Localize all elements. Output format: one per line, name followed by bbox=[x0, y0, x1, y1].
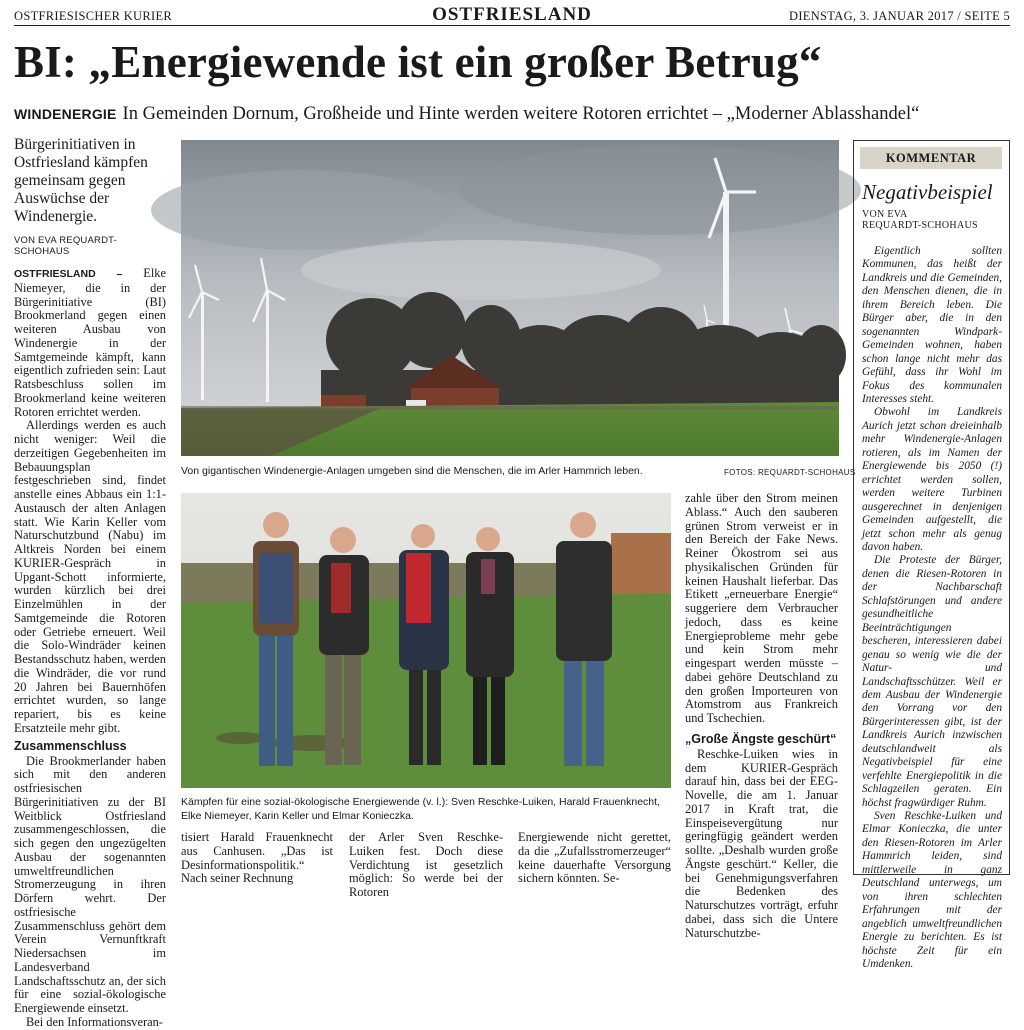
paragraph-mid-2: Reschke-Luiken wies in dem KURIER-Gespräch darauf hin, dass bei der EEG-Novelle, die am 1. Januar 2017 in Kraft trat, die Einspeisevergütung nur geringfügig geändert werden sollte. „Deshalb wurden große Ängste geschürt.“ Keller, die bei Genehmigungsverfahren die Bedenken des Naturschutzes vorträgt, erfuhr dabei, dass sich die Untere Naturschutzbe- bbox=[685, 746, 838, 940]
subheadline bbox=[14, 104, 919, 125]
kommentar-title: Negativbeispiel bbox=[862, 180, 993, 204]
column-2-bottom: tisiert Harald Frauenknecht aus Canhusen. „Das ist Desinformationspolitik.“ Nach seiner Rechnung bbox=[181, 830, 333, 886]
paragraph-4: Bei den Informationsveran- bbox=[26, 1014, 163, 1029]
middle-column bbox=[685, 492, 838, 940]
photo2-caption: Kämpfen für eine sozial-ökologische Energiewende (v. l.): Sven Reschke-Luiken, Harald Frauenknecht, Elke Niemeyer, Karin Keller und Elmar Konieczka. bbox=[181, 796, 660, 822]
photo1-caption: Von gigantischen Windenergie-Anlagen umgeben sind die Menschen, die im Arler Hammrich leben. bbox=[181, 465, 643, 477]
paragraph-mid-1: zahle über den Strom meinen Ablass.“ Auch den sauberen grünen Strom verweist er in den Bereich der Fake News. Reiner Ökostrom sei aus physikalischen Gründen für keinen Haushalt lieferbar. Das Etikett „erneuerbare Energie“ suggeriere dem Verbraucher jedoch, dass es keine Energieprobleme mehr gebe und kein Strom mehr eingespart werden müsste – dabei gehöre Deutschland zu den großen Importeuren von Atomstrom aus Frankreich und Tschechien. bbox=[685, 491, 838, 725]
subhead-zusammenschluss: Zusammenschluss bbox=[14, 738, 127, 753]
kicker: WINDENERGIE bbox=[14, 106, 117, 122]
kommentar-text bbox=[862, 245, 1002, 971]
photo-wind-turbines bbox=[181, 140, 839, 456]
kommentar-byline: VON EVA REQUARDT-SCHOHAUS bbox=[862, 209, 978, 231]
section-title: OSTFRIESLAND bbox=[432, 4, 592, 25]
header-rule bbox=[14, 25, 1010, 26]
paragraph-1: OSTFRIESLAND – Elke Niemeyer, die in der Bürgerinitiative (BI) Brookmerland gegen einen weiteren Ausbau von Windenergie in der Samtgemeinde kämpft, kann eigentlich zufrieden sein: Laut Ratsbeschluss sollen im Brookmerland keine weiteren Rotoren errichtet werden. bbox=[14, 266, 166, 419]
photo-group bbox=[181, 493, 671, 788]
article-lead: Bürgerinitiativen in Ostfriesland kämpfen gemeinsam gegen Auswüchse der Windenergie. bbox=[14, 136, 148, 225]
subheadline-text: In Gemeinden Dornum, Großheide und Hinte werden weitere Rotoren errichtet – „Moderner Ablasshandel“ bbox=[122, 104, 920, 124]
kommentar-paragraph-1: Eigentlich sollten Kommunen, das heißt der Landkreis und die Gemeinden, den Menschen dienen, die in ihrem Bereich leben. Die Bürger aber, die in den sogenannten Windpark-Gemeinden wohnen, haben schon lange nicht mehr das Gefühl, dass ihr Wohl im Fokus des kommunalen Interesses steht. bbox=[862, 245, 1002, 405]
byline: VON EVA REQUARDT-SCHOHAUS bbox=[14, 235, 117, 257]
newspaper-name: OSTFRIESISCHER KURIER bbox=[14, 9, 173, 23]
date-page: DIENSTAG, 3. JANUAR 2017 / SEITE 5 bbox=[789, 9, 1010, 23]
column-3-bottom: der Arler Sven Reschke-Luiken fest. Doch diese Verdichtung ist gesetzlich möglich: So werde bei der Rotoren bbox=[349, 830, 503, 899]
left-column bbox=[14, 136, 166, 1030]
subhead-aengste: „Große Ängste geschürt“ bbox=[685, 731, 837, 746]
kommentar-paragraph-3: Die Proteste der Bürger, denen die Riesen-Rotoren in der Nachbarschaft Schlafstörungen und andere gesundheitliche Beeinträchtigungen bescheren, interessieren dabei genau so wenig wie die der Natur- und Landschaftsschützer. Weil er dem Ausbau der Windenergie den Vorrang vor den Bürgerinteressen gibt, ist der Landkreis Aurich inzwischen deutschlandweit als Negativbeispiel für eine verfehlte Energiepolitik in die Schlagzeilen geraten. Ein höchst fragwürdiger Ruhm. bbox=[862, 554, 1002, 809]
dateline: OSTFRIESLAND – bbox=[14, 268, 123, 280]
kommentar-paragraph-2: Obwohl im Landkreis Aurich jetzt schon dreieinhalb mehr Windenergie-Anlagen rotieren, als im Namen der Energiewende bis 2050 (!) errichtet werden sollen, werden weitere Turbinen ausgerechnet in denjenigen Gemeinden aufgestellt, die jetzt schon mehr als genug davon haben. bbox=[862, 406, 1002, 553]
photo-credit: FOTOS: REQUARDT-SCHOHAUS bbox=[724, 468, 856, 477]
paragraph-2: Allerdings werden es auch nicht weniger: Weil die derzeitigen Gegebenheiten im Bebauungsplan festgeschrieben sind, findet anstelle eines Abbaus ein 1:1-Austausch der alten Anlagen statt. Wie Karin Keller vom Naturschutzbund (Nabu) im Altkreis Norden bei einem KURIER-Gespräch in Upgant-Schott informierte, wurden kürzlich bei drei Einzelmühlen in der Samtgemeinde die Rotoren oder Getriebe erneuert. Weil die Solo-Windräder keinen Bestandsschutz haben, werden die Windräder, die vor rund 20 Jahren bei Bauernhöfen errichtet wurden, so lange repariert, bis es keine Ersatzteile mehr gibt. bbox=[14, 418, 166, 735]
column-4-bottom: Energiewende nicht gerettet, da die „Zufallsstromerzeuger“ keine dauerhafte Versorgung sichern könnten. Se- bbox=[518, 830, 671, 886]
paragraph-3: Die Brookmerlander haben sich mit den anderen ostfriesischen Bürgerinitiativen zu der BI Weitblick Ostfriesland zusammengeschlossen, die sich gegen den ungezügelten Ausbau der sogenannten umweltfreundlichen Stromerzeugung in ihren Dörfern wehrt. Der ostfriesische Zusammenschluss gehört dem Verein Vernunftkraft Niedersachsen im Landesverband Landschaftsschutz an, der sich für eine sozial-ökologische Energiewende einsetzt. bbox=[14, 753, 166, 1015]
headline: BI: „Energiewende ist ein großer Betrug“ bbox=[14, 37, 822, 87]
kommentar-paragraph-4: Sven Reschke-Luiken und Elmar Konieczka, die unter den Riesen-Rotoren im Arler Hammrich leiden, sind mittlerweile in ganz Deutschland unterwegs, um von ihren schlechten Erfahrungen mit der angeblich umweltfreundlichen Energie zu berichten. Es ist höchste Zeit für ein Umdenken. bbox=[862, 810, 1002, 971]
kommentar-label: KOMMENTAR bbox=[860, 147, 1002, 169]
